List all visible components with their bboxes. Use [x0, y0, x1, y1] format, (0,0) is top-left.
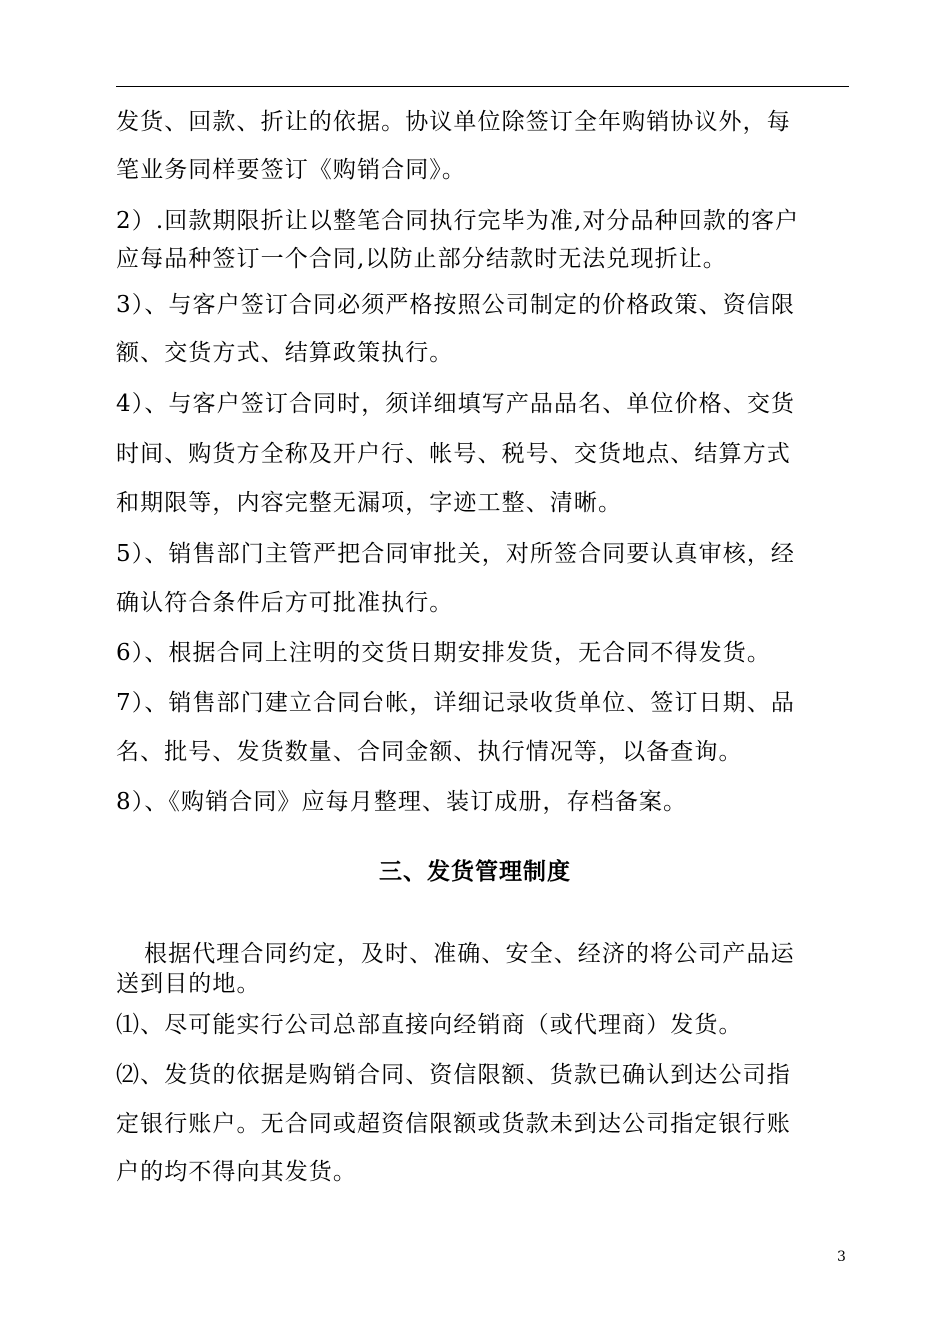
body-line-11: 确认符合条件后方可批准执行。 — [116, 590, 454, 616]
section-line-1: 根据代理合同约定，及时、准确、安全、经济的将公司产品运 — [144, 941, 795, 967]
section-line-4: ⑵、发货的依据是购销合同、资信限额、货款已确认到达公司指 — [116, 1062, 791, 1088]
section-line-3: ⑴、尽可能实行公司总部直接向经销商（或代理商）发货。 — [116, 1012, 743, 1038]
section-line-5: 定银行账户。无合同或超资信限额或货款未到达公司指定银行账 — [116, 1111, 791, 1137]
header-rule — [116, 86, 849, 87]
body-line-1: 发货、回款、折让的依据。协议单位除签订全年购销协议外，每 — [116, 109, 791, 135]
body-line-6: 额、交货方式、结算政策执行。 — [116, 340, 454, 366]
body-line-15: 8）、《购销合同》应每月整理、装订成册，存档备案。 — [116, 789, 688, 815]
section-line-6: 户的均不得向其发货。 — [116, 1159, 357, 1185]
body-line-10: 5）、销售部门主管严把合同审批关，对所签合同要认真审核，经 — [116, 541, 796, 567]
body-line-13: 7）、销售部门建立合同台帐，详细记录收货单位、签订日期、品 — [116, 690, 796, 716]
body-line-5: 3）、与客户签订合同必须严格按照公司制定的价格政策、资信限 — [116, 292, 796, 318]
body-line-14: 名、批号、发货数量、合同金额、执行情况等，以备查询。 — [116, 739, 743, 765]
section-line-2: 送到目的地。 — [116, 971, 261, 997]
body-line-2: 笔业务同样要签订《购销合同》。 — [116, 157, 466, 183]
body-line-12: 6）、根据合同上注明的交货日期安排发货，无合同不得发货。 — [116, 640, 771, 666]
body-line-4: 应每品种签订一个合同,以防止部分结款时无法兑现折让。 — [116, 246, 727, 272]
body-line-7: 4）、与客户签订合同时，须详细填写产品品名、单位价格、交货 — [116, 391, 796, 417]
page-number: 3 — [837, 1249, 846, 1265]
body-line-9: 和期限等，内容完整无漏项，字迹工整、清晰。 — [116, 490, 623, 516]
body-line-3: 2）.回款期限折让以整笔合同执行完毕为准,对分品种回款的客户 — [116, 208, 800, 234]
body-line-8: 时间、购货方全称及开户行、帐号、税号、交货地点、结算方式 — [116, 441, 791, 467]
section-heading: 三、发货管理制度 — [379, 858, 571, 885]
